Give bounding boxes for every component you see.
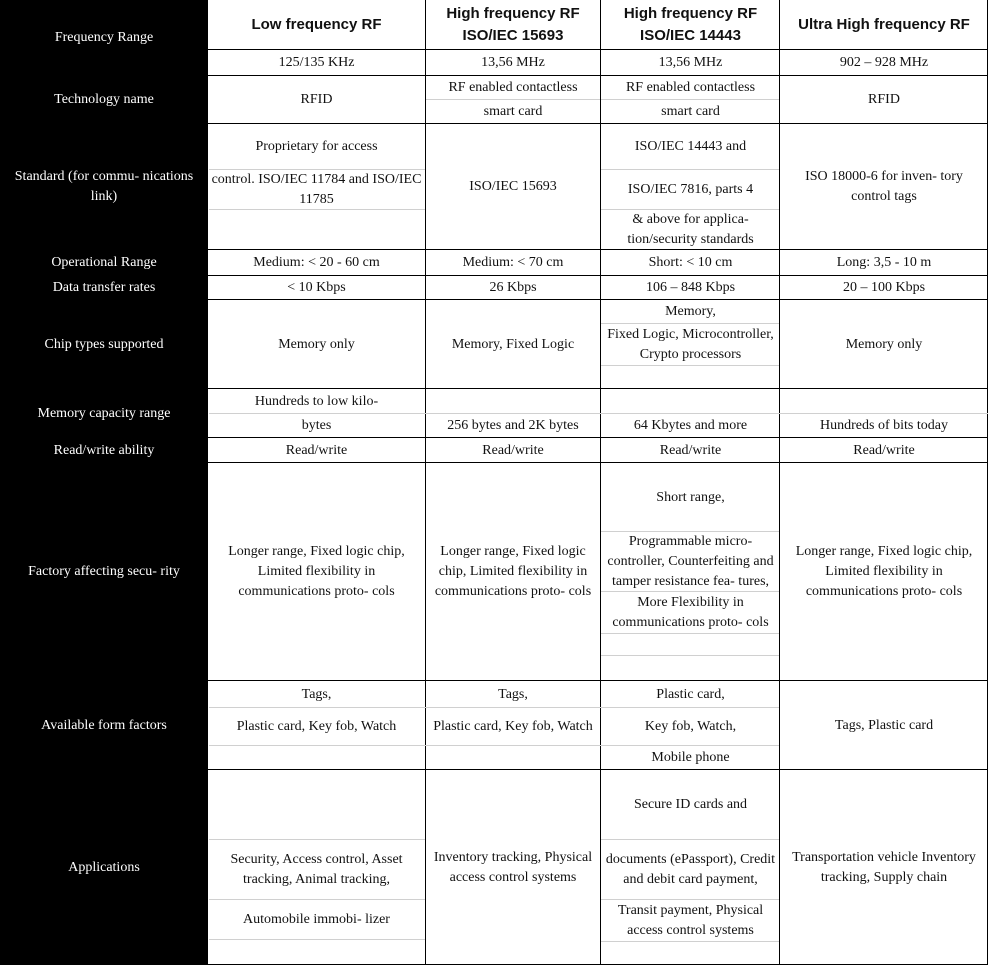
cell-frequency-hf14443: 13,56 MHz — [658, 55, 723, 70]
sub-divider — [601, 633, 779, 634]
header-hf-iso15693 — [425, 0, 601, 50]
sub-divider — [601, 655, 779, 656]
cell-memory-hf15693: 256 bytes and 2K bytes — [447, 418, 579, 433]
cell-readwrite-uhf: Read/write — [853, 442, 915, 458]
cell-technology-hf15693-line1: RF enabled contactless — [448, 80, 578, 95]
cell-form-hf14443-line1: Plastic card, — [656, 686, 725, 702]
cell-apps-hf14443-line2: documents (ePassport), Credit and debit card payment, — [605, 852, 776, 887]
cell-security-hf15693: Longer range, Fixed logic chip, Limited flexibility in communications proto- cols — [434, 544, 592, 599]
cell-readwrite-low: Read/write — [285, 442, 348, 458]
sub-divider — [209, 707, 779, 708]
cell-oprange-hf15693: Medium: < 70 cm — [462, 255, 564, 270]
row-label-chip-types: Chip types supported — [0, 300, 208, 389]
sub-divider — [209, 209, 425, 210]
cell-apps-low-line1: Security, Access control, Asset tracking, Animal tracking, — [230, 852, 403, 887]
row-label-frequency-range: Frequency Range — [0, 0, 208, 76]
cell-oprange-hf14443: Short: < 10 cm — [648, 255, 733, 270]
cell-frequency-hf15693: 13,56 MHz — [481, 55, 545, 70]
sub-divider — [209, 839, 425, 840]
cell-oprange-low: Medium: < 20 - 60 cm — [253, 255, 380, 270]
cell-standard-hf14443-line2: ISO/IEC 7816, parts 4 — [627, 182, 754, 197]
row-label-operational-range: Operational Range — [0, 250, 208, 276]
cell-security-hf14443-line1: Short range, — [656, 489, 725, 505]
cell-standard-low-line1: Proprietary for access — [255, 139, 378, 154]
cell-memory-low-line2: bytes — [301, 418, 332, 433]
cell-technology-uhf: RFID — [868, 92, 900, 107]
cell-readwrite-hf14443: Read/write — [659, 442, 722, 458]
cell-form-hf14443-line3: Mobile phone — [651, 750, 730, 765]
sub-divider — [601, 839, 779, 840]
cell-chip-hf14443-line2: Fixed Logic, Microcontroller, Crypto processors — [607, 327, 774, 362]
cell-technology-hf14443-line1: RF enabled contactless — [625, 80, 756, 95]
cell-memory-low-line1: Hundreds to low kilo- — [254, 393, 379, 409]
header-hf-iso14443-line2: ISO/IEC 14443 — [640, 27, 741, 44]
row-divider — [208, 769, 988, 770]
cell-form-low-line1: Tags, — [301, 686, 332, 702]
cell-security-hf14443-line2: Programmable micro- controller, Counterfeiting and tamper resistance fea- tures, — [607, 534, 774, 589]
cell-apps-uhf: Transportation vehicle Inventory tracking, Supply chain — [792, 849, 976, 885]
cell-form-low-line2: Plastic card, Key fob, Watch — [236, 719, 397, 734]
row-divider — [208, 388, 988, 389]
row-label-data-transfer-rates: Data transfer rates — [0, 276, 208, 300]
cell-datarate-low: < 10 Kbps — [287, 280, 346, 295]
row-label-form-factors: Available form factors — [0, 681, 208, 770]
row-label-read-write: Read/write ability — [0, 438, 208, 463]
cell-readwrite-hf15693: Read/write — [482, 442, 544, 458]
cell-oprange-uhf: Long: 3,5 - 10 m — [836, 255, 932, 270]
cell-form-hf15693-line1: Tags, — [498, 686, 528, 702]
cell-standard-uhf: ISO 18000-6 for inven- tory control tags — [805, 169, 963, 204]
cell-technology-low: RFID — [300, 92, 333, 107]
cell-frequency-uhf: 902 – 928 MHz — [839, 55, 929, 70]
cell-standard-hf14443-line1: ISO/IEC 14443 and — [634, 139, 747, 154]
header-hf-iso14443-line1: High frequency RF — [623, 5, 758, 22]
cell-datarate-uhf: 20 – 100 Kbps — [842, 280, 926, 295]
cell-datarate-hf15693: 26 Kbps — [489, 280, 537, 295]
sub-divider — [601, 323, 779, 324]
cell-standard-hf14443-line3: & above for applica- tion/security standards — [627, 212, 754, 247]
row-divider — [208, 680, 988, 681]
cell-form-hf15693-line2: Plastic card, Key fob, Watch — [433, 719, 593, 734]
sub-divider — [209, 899, 425, 900]
cell-form-uhf: Tags, Plastic card — [834, 717, 934, 733]
cell-memory-hf14443: 64 Kbytes and more — [633, 418, 748, 433]
sub-divider — [601, 591, 779, 592]
sub-divider — [209, 169, 425, 170]
cell-form-hf14443-line2: Key fob, Watch, — [644, 719, 737, 734]
cell-technology-hf14443-line2: smart card — [661, 104, 720, 119]
cell-security-low: Longer range, Fixed logic chip, Limited flexibility in communications proto- cols — [228, 544, 405, 599]
header-hf-iso14443 — [601, 0, 780, 50]
row-divider — [208, 275, 988, 276]
cell-security-hf14443-line3: More Flexibility in communications proto- cols — [612, 595, 769, 630]
sub-divider — [601, 941, 779, 942]
column-divider — [600, 0, 601, 965]
row-divider — [208, 75, 988, 76]
cell-memory-uhf: Hundreds of bits today — [820, 418, 948, 433]
cell-apps-low-line2: Automobile immobi- lizer — [243, 912, 390, 927]
sub-divider — [601, 531, 779, 532]
cell-standard-hf15693: ISO/IEC 15693 — [469, 179, 557, 194]
row-divider — [208, 123, 988, 124]
column-divider — [779, 0, 780, 965]
sub-divider — [209, 413, 988, 414]
cell-chip-uhf: Memory only — [845, 336, 923, 352]
cell-chip-hf14443-line1: Memory, — [665, 304, 716, 319]
sub-divider — [209, 745, 779, 746]
sub-divider — [601, 209, 779, 210]
header-hf-iso15693-line1: High frequency RF — [446, 5, 580, 22]
cell-standard-low-line2: control. ISO/IEC 11784 and ISO/IEC 11785 — [211, 172, 422, 207]
cell-technology-hf15693-line2: smart card — [483, 104, 543, 119]
header-hf-iso15693-line2: ISO/IEC 15693 — [462, 27, 564, 44]
sub-divider — [426, 99, 600, 100]
row-label-factory-security: Factory affecting secu- rity — [0, 463, 208, 681]
cell-datarate-hf14443: 106 – 848 Kbps — [645, 280, 736, 295]
row-divider — [208, 299, 988, 300]
column-divider — [425, 0, 426, 965]
row-divider — [208, 462, 988, 463]
cell-apps-hf14443-line3: Transit payment, Physical access control systems — [617, 903, 764, 938]
row-label-standard: Standard (for commu- nications link) — [0, 124, 208, 250]
sub-divider — [601, 99, 779, 100]
row-divider — [208, 49, 988, 50]
cell-apps-hf15693: Inventory tracking, Physical access control systems — [433, 849, 593, 885]
header-low-frequency-rf: Low frequency RF — [208, 0, 425, 50]
row-divider — [208, 249, 988, 250]
row-divider — [208, 437, 988, 438]
row-label-technology-name: Technology name — [0, 76, 208, 124]
cell-chip-hf15693: Memory, Fixed Logic — [451, 336, 575, 352]
sub-divider — [209, 939, 425, 940]
cell-security-uhf: Longer range, Fixed logic chip, Limited flexibility in communications proto- cols — [795, 544, 973, 599]
sub-divider — [601, 365, 779, 366]
sub-divider — [601, 899, 779, 900]
row-label-applications: Applications — [0, 770, 208, 965]
sub-divider — [601, 169, 779, 170]
header-uhf-rf: Ultra High frequency RF — [780, 0, 988, 50]
cell-chip-low: Memory only — [278, 336, 355, 352]
cell-frequency-low: 125/135 KHz — [278, 55, 355, 70]
row-label-memory-capacity: Memory capacity range — [0, 389, 208, 438]
cell-apps-hf14443-line1: Secure ID cards and — [633, 797, 748, 812]
